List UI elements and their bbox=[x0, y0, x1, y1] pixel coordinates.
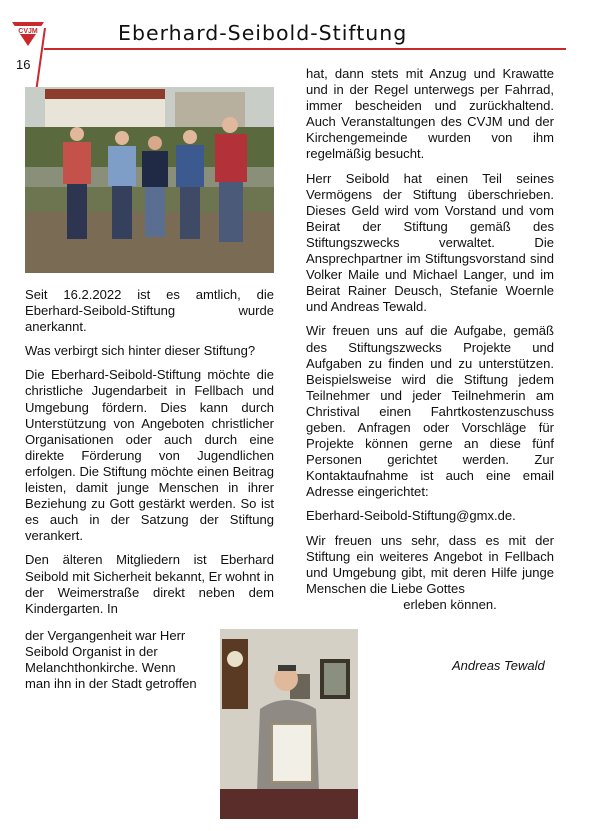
assets-paragraph: Herr Seibold hat einen Teil seines Vermögens der Stiftung überschrieben. Dieses Geld wird vom Vorstand und vom Beirat der Stiftung gemäß des Stiftungszwecks verwaltet. Die Ansprechpartner im Stiftungsvorstand sind Volker Maile und Michael Langer, und im Beirat Rainer Deusch, Stefanie Woernle und Andreas Tewald. bbox=[306, 170, 554, 315]
contact-email[interactable]: Eberhard-Seibold-Stiftung@gmx.de. bbox=[306, 508, 516, 524]
page-number: 16 bbox=[16, 57, 31, 72]
tasks-paragraph: Wir freuen uns auf die Aufgabe, gemäß des Stiftungszwecks Projekte und Aufgaben zu finden und zu unterstützen. Beispielsweise wird die Stiftung jedem Teilnehmer und jeder Teilnehmerin am Christival einen Fahrtkostenzuschuss geben. Anfragen oder Vorschläge für Projekte können gerne an diese fünf Personen gerichtet werden. Zur Kontaktaufnahme ist auch eine email Adresse eingerichtet: bbox=[306, 323, 554, 500]
seibold-paragraph: Den älteren Mitgliedern ist Eberhard Seibold mit Sicherheit bekannt, Er wohnt in der Weimerstraße direkt neben dem Kindergarten. In bbox=[25, 552, 274, 616]
svg-text:CVJM: CVJM bbox=[18, 28, 38, 35]
wrap-line: Seibold Organist in der bbox=[25, 644, 158, 660]
author-signature: Andreas Tewald bbox=[452, 658, 545, 673]
closing-paragraph: Wir freuen uns sehr, dass es mit der Stiftung ein weiteres Angebot in Fellbach und Umgebung gibt, mit deren Hilfe junge Menschen die Liebe Gottes bbox=[306, 532, 554, 596]
wrap-line: Melanchthonkirche. Wenn bbox=[25, 660, 176, 676]
intro-paragraph: Seit 16.2.2022 ist es amtlich, die Eberhard-Seibold-Stiftung wurde anerkannt. bbox=[25, 287, 274, 335]
wrap-line: der Vergangenheit war Herr bbox=[25, 628, 186, 643]
wrap-line: man ihn in der Stadt getroffen bbox=[25, 676, 197, 692]
cvjm-logo bbox=[10, 18, 46, 48]
page-title: Eberhard-Seibold-Stiftung bbox=[118, 21, 408, 45]
left-column bbox=[25, 287, 274, 625]
header-divider bbox=[44, 48, 566, 50]
right-column bbox=[306, 66, 554, 613]
purpose-paragraph: Die Eberhard-Seibold-Stiftung möchte die christliche Jugendarbeit in Fellbach und Umgebung fördern. Dies kann durch Unterstützung von Angeboten christlicher Organisationen oder auch durch eine direkte Förderung von Jugendlichen erfolgen. Die Stiftung möchte einen Beitrag leisten, damit junge Menschen in ihrer Beziehung zu Gott gestärkt werden. So ist es auch in der Satzung der Stiftung verankert. bbox=[25, 367, 274, 544]
question-paragraph: Was verbirgt sich hinter dieser Stiftung? bbox=[25, 343, 256, 359]
group-photo bbox=[25, 87, 274, 273]
continued-paragraph: hat, dann stets mit Anzug und Krawatte und in der Regel unterwegs per Fahrrad, immer bescheiden und zurückhaltend. Auch Veranstaltungen des CVJM und der Kirchengemeinde wurden von ihm regelmäßig besucht. bbox=[306, 66, 554, 162]
closing-last-line: erleben können. bbox=[403, 596, 497, 612]
seibold-wrap bbox=[25, 628, 211, 692]
portrait-photo bbox=[220, 629, 358, 819]
